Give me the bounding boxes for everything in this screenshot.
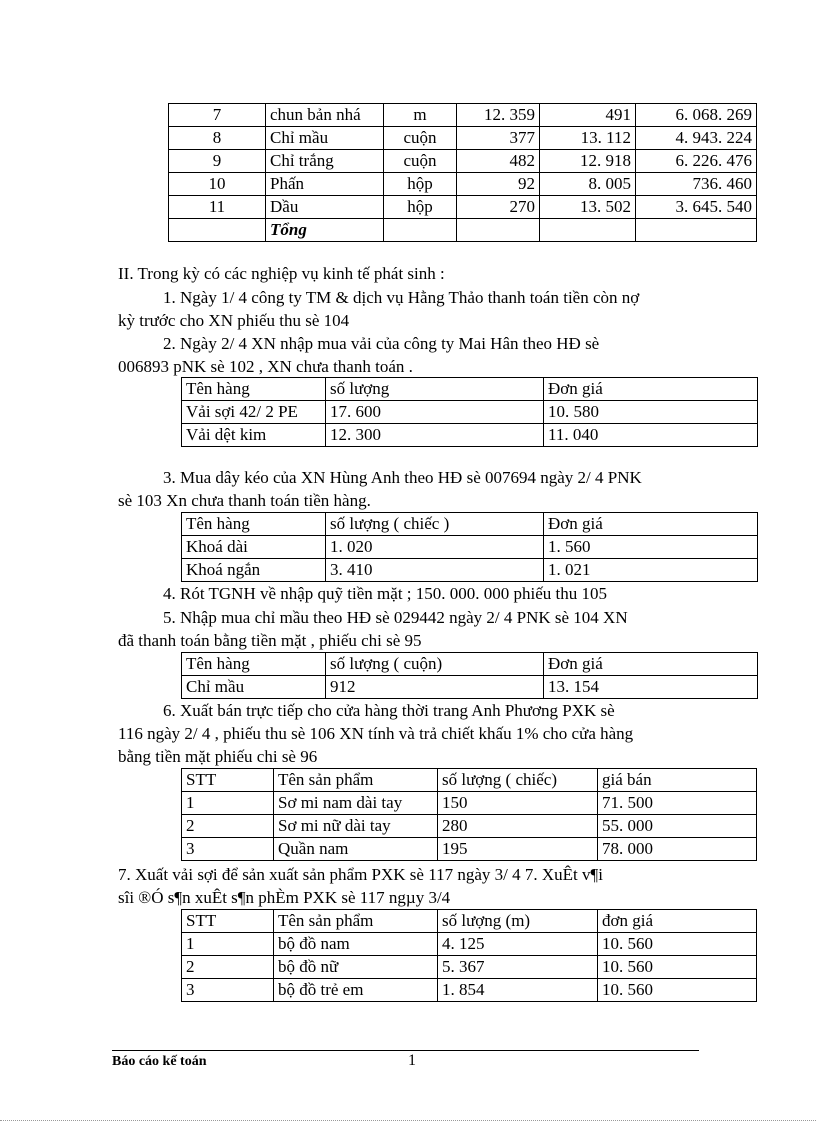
- table-cell: bộ đồ nữ: [274, 956, 438, 979]
- header-cell: STT: [182, 769, 274, 792]
- header-cell: số lượng ( chiếc ): [326, 513, 544, 536]
- empty-cell: [384, 219, 457, 242]
- stt-cell: 11: [169, 196, 266, 219]
- price-cell: 8. 005: [540, 173, 636, 196]
- price-cell: 13. 502: [540, 196, 636, 219]
- table-row: [182, 792, 757, 815]
- table-cell: 3: [182, 838, 274, 861]
- table-cell: Vải dệt kim: [182, 424, 326, 447]
- paragraph-line: 6. Xuất bán trực tiếp cho cửa hàng thời trang Anh Phương PXK sè: [163, 701, 615, 720]
- table-cell: 10. 560: [598, 933, 757, 956]
- header-cell: Tên sản phẩm: [274, 910, 438, 933]
- paragraph-line: 7. Xuất vải sợi để sản xuất sản phẩm PXK sè 117 ngày 3/ 4 7. XuÊt v¶i: [118, 865, 603, 884]
- purchase-fabric-table: [181, 377, 758, 447]
- name-cell: Dầu: [266, 196, 384, 219]
- unit-cell: cuộn: [384, 127, 457, 150]
- header-cell: Đơn giá: [544, 378, 758, 401]
- thread-table: [181, 652, 758, 699]
- table-cell: Quần nam: [274, 838, 438, 861]
- table-cell: 11. 040: [544, 424, 758, 447]
- table-header-row: [182, 653, 758, 676]
- qty-cell: 12. 359: [457, 104, 540, 127]
- table-row: [169, 104, 757, 127]
- table-cell: 10. 560: [598, 979, 757, 1002]
- price-cell: 13. 112: [540, 127, 636, 150]
- table-row: [169, 196, 757, 219]
- header-cell: STT: [182, 910, 274, 933]
- empty-cell: [636, 219, 757, 242]
- total-row: [169, 219, 757, 242]
- paragraph-line: sè 103 Xn chưa thanh toán tiền hàng.: [118, 491, 371, 510]
- paragraph-line: đã thanh toán bằng tiền mặt , phiếu chi sè 95: [118, 631, 422, 650]
- table-cell: 13. 154: [544, 676, 758, 699]
- paragraph-line: 116 ngày 2/ 4 , phiếu thu sè 106 XN tính và trả chiết khấu 1% cho cửa hàng: [118, 724, 634, 743]
- table-row: [182, 676, 758, 699]
- table-cell: 2: [182, 815, 274, 838]
- name-cell: Phấn: [266, 173, 384, 196]
- stt-cell: 9: [169, 150, 266, 173]
- footer-title: Báo cáo kế toán: [112, 1054, 207, 1069]
- price-cell: 491: [540, 104, 636, 127]
- table-cell: 195: [438, 838, 598, 861]
- name-cell: chun bản nhá: [266, 104, 384, 127]
- table-header-row: [182, 910, 757, 933]
- sales-table: [181, 768, 757, 861]
- table-row: [182, 401, 758, 424]
- table-cell: 150: [438, 792, 598, 815]
- empty-cell: [540, 219, 636, 242]
- header-cell: giá bán: [598, 769, 757, 792]
- header-cell: đơn giá: [598, 910, 757, 933]
- header-cell: số lượng: [326, 378, 544, 401]
- table-cell: 71. 500: [598, 792, 757, 815]
- table-cell: 1: [182, 933, 274, 956]
- amount-cell: 736. 460: [636, 173, 757, 196]
- table-row: [182, 979, 757, 1002]
- table-cell: 912: [326, 676, 544, 699]
- table-cell: 10. 560: [598, 956, 757, 979]
- name-cell: Chỉ trắng: [266, 150, 384, 173]
- header-cell: số lượng (m): [438, 910, 598, 933]
- stt-cell: 8: [169, 127, 266, 150]
- table-cell: Sơ mi nữ dài tay: [274, 815, 438, 838]
- paragraph-line: sîi ®Ó s¶n xuÊt s¶n phÈm PXK sè 117 ngµy 3/4: [118, 888, 451, 907]
- paragraph-line: 2. Ngày 2/ 4 XN nhập mua vải của công ty Mai Hân theo HĐ sè: [163, 334, 600, 353]
- table-cell: 12. 300: [326, 424, 544, 447]
- price-cell: 12. 918: [540, 150, 636, 173]
- page-bottom-edge: [0, 1120, 816, 1121]
- header-cell: Đơn giá: [544, 653, 758, 676]
- paragraph-line: 1. Ngày 1/ 4 công ty TM & dịch vụ Hằng Thảo thanh toán tiền còn nợ: [163, 288, 640, 307]
- table-cell: 3. 410: [326, 559, 544, 582]
- table-cell: 1. 560: [544, 536, 758, 559]
- header-cell: Tên sản phẩm: [274, 769, 438, 792]
- table-row: [182, 956, 757, 979]
- header-cell: Tên hàng: [182, 513, 326, 536]
- qty-cell: 482: [457, 150, 540, 173]
- table-row: [182, 536, 758, 559]
- amount-cell: 4. 943. 224: [636, 127, 757, 150]
- qty-cell: 270: [457, 196, 540, 219]
- table-cell: 1. 020: [326, 536, 544, 559]
- table-header-row: [182, 513, 758, 536]
- table-cell: bộ đồ nam: [274, 933, 438, 956]
- header-cell: Đơn giá: [544, 513, 758, 536]
- table-cell: Khoá dài: [182, 536, 326, 559]
- footer-divider: [112, 1050, 699, 1051]
- amount-cell: 6. 068. 269: [636, 104, 757, 127]
- table-cell: 5. 367: [438, 956, 598, 979]
- table-cell: Khoá ngắn: [182, 559, 326, 582]
- table-row: [182, 933, 757, 956]
- paragraph-line: 006893 pNK sè 102 , XN chưa thanh toán .: [118, 357, 413, 376]
- table-row: [169, 127, 757, 150]
- table-row: [182, 838, 757, 861]
- empty-cell: [457, 219, 540, 242]
- page-number: 1: [408, 1052, 416, 1069]
- table-row: [182, 815, 757, 838]
- table-row: [169, 173, 757, 196]
- table-row: [182, 424, 758, 447]
- table-cell: 4. 125: [438, 933, 598, 956]
- header-cell: số lượng ( cuộn): [326, 653, 544, 676]
- paragraph-line: kỳ trước cho XN phiếu thu sè 104: [118, 311, 350, 330]
- table-cell: Sơ mi nam dài tay: [274, 792, 438, 815]
- paragraph-line: bằng tiền mặt phiếu chi sè 96: [118, 747, 318, 766]
- table-cell: 3: [182, 979, 274, 1002]
- amount-cell: 3. 645. 540: [636, 196, 757, 219]
- stt-cell: 10: [169, 173, 266, 196]
- table-cell: 78. 000: [598, 838, 757, 861]
- table-cell: Chỉ mầu: [182, 676, 326, 699]
- table-cell: 2: [182, 956, 274, 979]
- table-row: [169, 150, 757, 173]
- stt-cell: 7: [169, 104, 266, 127]
- table-cell: 10. 580: [544, 401, 758, 424]
- table-cell: bộ đồ trẻ em: [274, 979, 438, 1002]
- table-header-row: [182, 378, 758, 401]
- unit-cell: cuộn: [384, 150, 457, 173]
- qty-cell: 377: [457, 127, 540, 150]
- header-cell: Tên hàng: [182, 378, 326, 401]
- amount-cell: 6. 226. 476: [636, 150, 757, 173]
- material-issue-table: [181, 909, 757, 1002]
- unit-cell: m: [384, 104, 457, 127]
- unit-cell: hộp: [384, 173, 457, 196]
- table-cell: 1. 854: [438, 979, 598, 1002]
- empty-cell: [169, 219, 266, 242]
- header-cell: Tên hàng: [182, 653, 326, 676]
- table-cell: 17. 600: [326, 401, 544, 424]
- zipper-table: [181, 512, 758, 582]
- name-cell: Chỉ mầu: [266, 127, 384, 150]
- table-cell: 280: [438, 815, 598, 838]
- paragraph-line: 3. Mua dây kéo của XN Hùng Anh theo HĐ sè 007694 ngày 2/ 4 PNK: [163, 468, 642, 487]
- table-header-row: [182, 769, 757, 792]
- header-cell: số lượng ( chiếc): [438, 769, 598, 792]
- paragraph-line: 4. Rót TGNH về nhập quỹ tiền mặt ; 150. 000. 000 phiếu thu 105: [163, 584, 608, 603]
- total-label: Tổng: [266, 219, 384, 242]
- table-cell: 1: [182, 792, 274, 815]
- table-row: [182, 559, 758, 582]
- inventory-table: [168, 103, 757, 242]
- unit-cell: hộp: [384, 196, 457, 219]
- paragraph-line: 5. Nhập mua chỉ mầu theo HĐ sè 029442 ngày 2/ 4 PNK sè 104 XN: [163, 608, 628, 627]
- table-cell: 1. 021: [544, 559, 758, 582]
- table-cell: Vải sợi 42/ 2 PE: [182, 401, 326, 424]
- table-cell: 55. 000: [598, 815, 757, 838]
- section-heading: II. Trong kỳ có các nghiệp vụ kinh tế phát sinh :: [118, 264, 445, 283]
- qty-cell: 92: [457, 173, 540, 196]
